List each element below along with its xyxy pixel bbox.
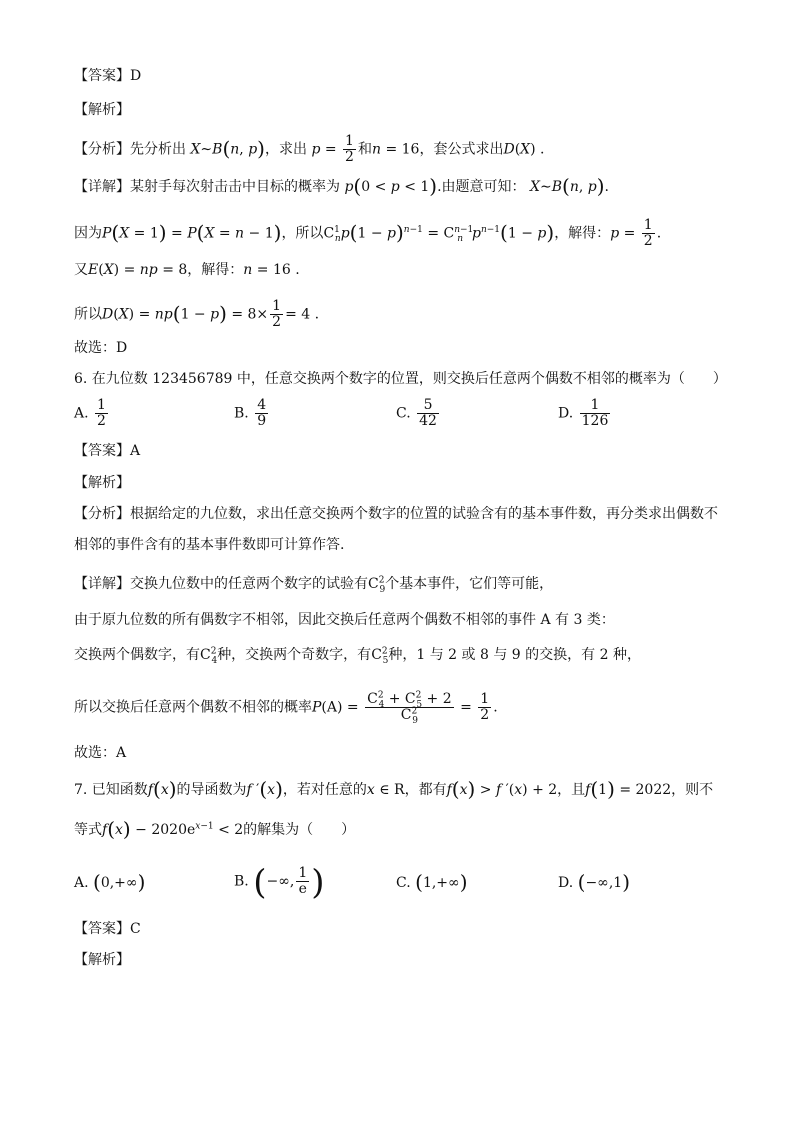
q7-option-d: D. (−∞,1) (558, 870, 631, 894)
q6-line3: 交换两个偶数字，有$C^2_4$种，交换两个奇数字，有$C^2_5$种，1 与 2 或 8 与 9 的交换，有 2 种， (74, 646, 641, 666)
q6-analysis-tag: 【解析】 (74, 475, 130, 491)
q7-option-b: B. (−∞, $\frac{1}{e}$ ) (234, 862, 325, 903)
q6-option-b: B. $\frac{4}{9}$ (234, 397, 267, 429)
q7-analysis-tag: 【解析】 (74, 952, 130, 968)
fenxi-tag: 【分析】 (74, 141, 130, 158)
q6-stem: 6. 在九位数 123456789 中，任意交换两个数字的位置，则交换后任意两个偶数不相邻的概率为（ ） (74, 371, 727, 387)
q7-stem-line1: 7. 已知函数f(x)的导函数为f ′(x)，若对任意的x ∈ R，都有f(x) > f ′(x) + 2，且f(1) = 2022，则不 (74, 777, 714, 801)
q6-line4: 所以交换后任意两个偶数不相邻的概率P(A) = $\frac{C^2_4 + C^2_5 + 2}{C^2_9}$ = $\frac{1}{2}$ . (74, 690, 498, 726)
fraction: $\frac{1}{2}$ (345, 133, 354, 165)
q7-option-c: C. (1,+∞) (396, 870, 468, 894)
q7-answer-line: 【答案】C (74, 921, 141, 937)
q6-fenxi-line1: 【分析】根据给定的九位数，求出任意交换两个数字的位置的试验含有的基本事件数，再分类求出偶数不 (74, 506, 718, 522)
answer-tag: 【答案】 (74, 68, 130, 84)
q7-option-a: A. (0,+∞) (74, 870, 146, 894)
answer-value: C (130, 921, 141, 937)
q6-option-d: D. $\frac{1}{126}$ (558, 397, 609, 429)
q6-answer-line: 【答案】A (74, 443, 141, 459)
q5-fenxi-line: 【分析】先分析出 X∼B(n, p)，求出 p = $\frac{1}{2}$ 和n = 16，套公式求出D(X) . (74, 133, 545, 165)
q6-option-a: A. $\frac{1}{2}$ (74, 397, 106, 429)
q5-choose: 故选：D (74, 340, 128, 356)
q5-xiangjie-line: 【详解】某射手每次射击击中目标的概率为 p(0 < p < 1).由题意可知： X∼B(n, p). (74, 174, 609, 198)
q6-line2: 由于原九位数的所有偶数字不相邻，因此交换后任意两个偶数不相邻的事件 A 有 3 类： (74, 612, 615, 628)
q6-xiangjie-line: 【详解】交换九位数中的任意两个数字的试验有$C^2_9$个基本事件，它们等可能， (74, 575, 554, 595)
q7-stem-line2: 等式$f(x) - 2020e^{x-1} < 2$的解集为（ ） (74, 817, 356, 841)
q6-choose: 故选：A (74, 745, 127, 761)
q5-line4: 又E(X) = np = 8，解得：n = 16 . (74, 262, 300, 278)
q5-analysis-tag: 【解析】 (74, 102, 130, 118)
q6-option-c: C. $\frac{5}{42}$ (396, 397, 437, 429)
q5-answer-line (74, 66, 141, 86)
q5-line5: 所以D(X) = np(1 − p) = 8× $\frac{1}{2}$ = 4 . (74, 298, 320, 330)
answer-value: D (130, 68, 142, 84)
answer-value: A (130, 443, 141, 459)
xiangjie-tag: 【详解】 (74, 179, 130, 195)
q5-line3: 因为P(X = 1) = P(X = n − 1)，所以$C^1_np(1 - p)^{n-1} = C^{n-1}_n$ $p^{n-1}(1 - p)$，解得：p = $\frac{1}{2}$ . (74, 217, 662, 249)
q6-fenxi-line2: 相邻的事件含有的基本事件数即可计算作答. (74, 537, 345, 553)
